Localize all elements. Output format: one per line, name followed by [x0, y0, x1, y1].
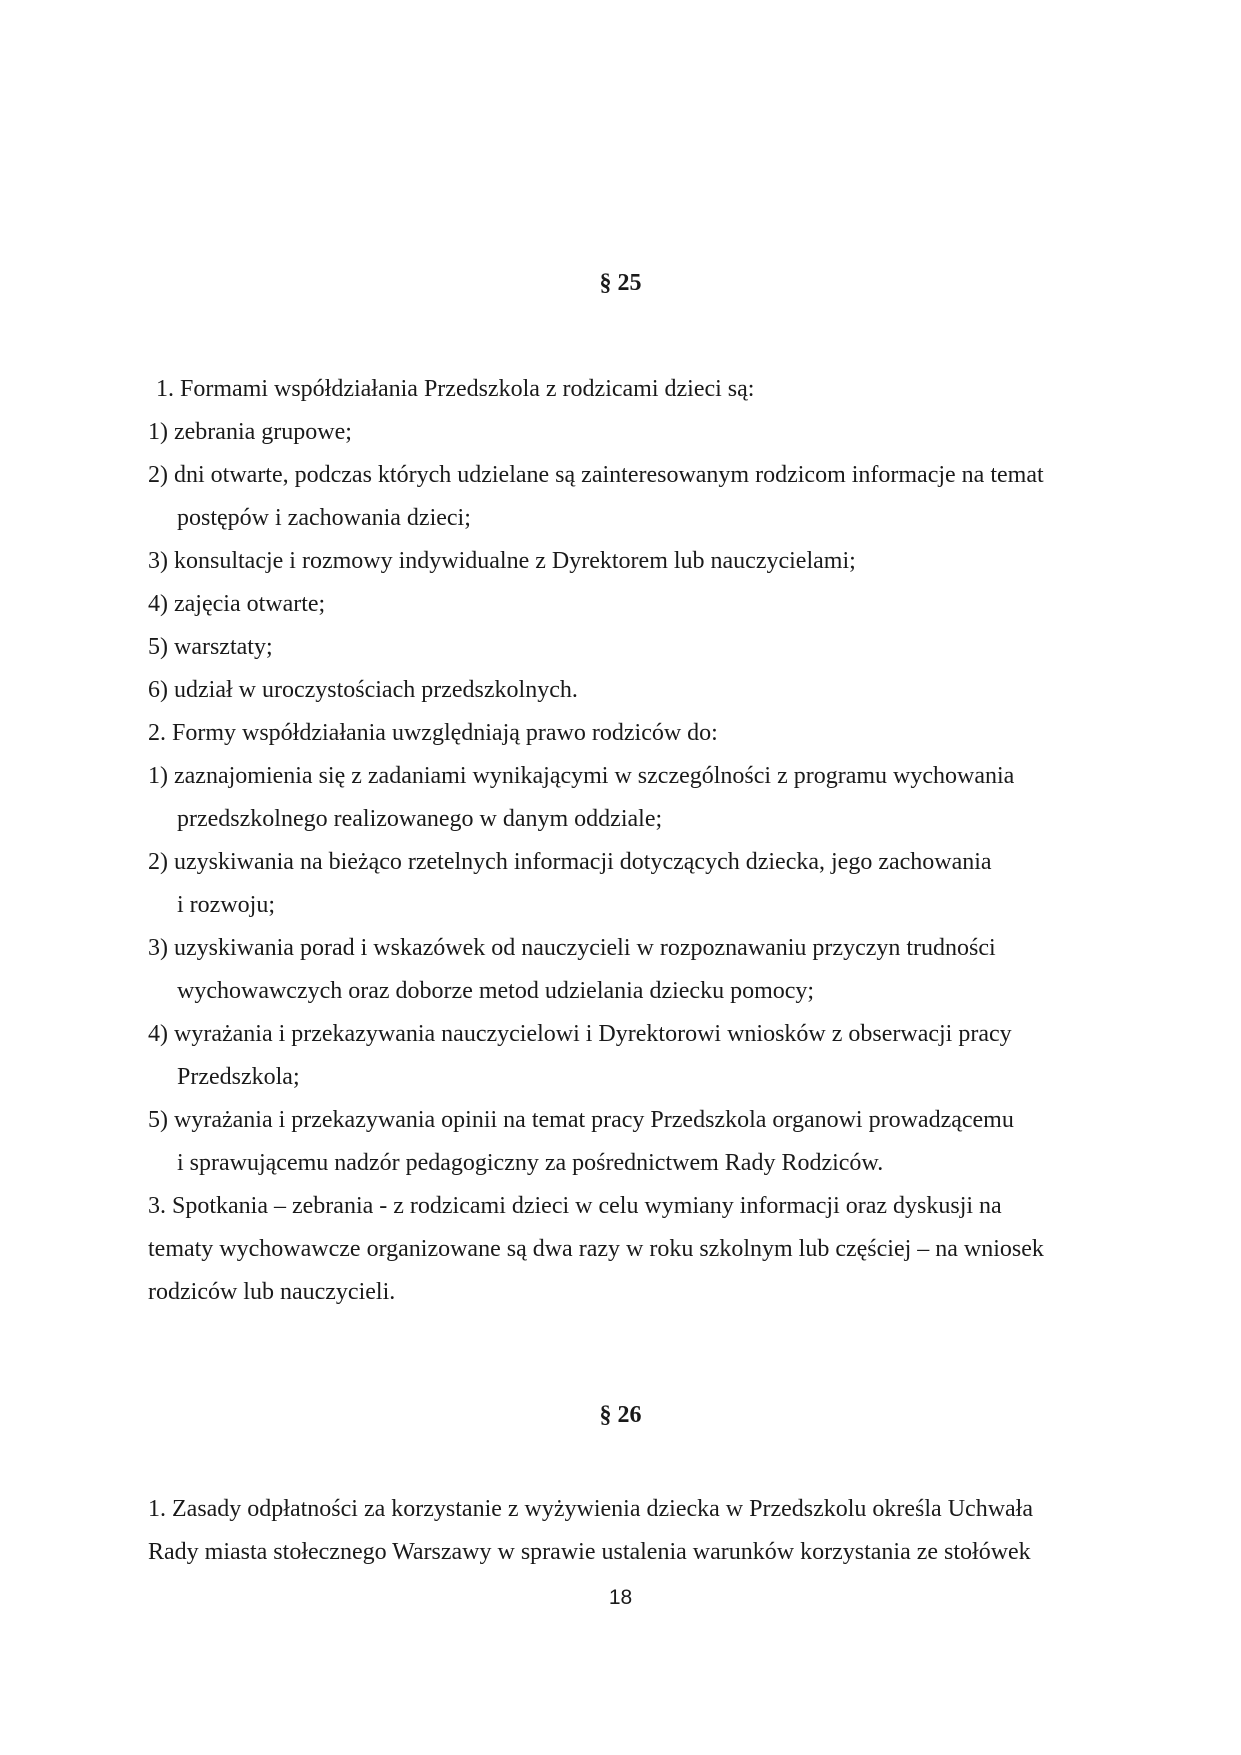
section-25-point-3-line: 3. Spotkania – zebrania - z rodzicami dzieci w celu wymiany informacji oraz dyskusji na — [148, 1193, 1002, 1219]
list-item: 2) dni otwarte, podczas których udzielane są zainteresowanym rodzicom informacje na temat — [148, 462, 1044, 488]
list-item-continuation: postępów i zachowania dzieci; — [177, 505, 471, 531]
list-item-continuation: i sprawującemu nadzór pedagogiczny za pośrednictwem Rady Rodziców. — [177, 1150, 884, 1176]
list-item: 1) zebrania grupowe; — [148, 419, 352, 445]
section-26-point-1-line: 1. Zasady odpłatności za korzystanie z wyżywienia dziecka w Przedszkolu określa Uchwała — [148, 1496, 1033, 1522]
section-25-point-3-line: tematy wychowawcze organizowane są dwa razy w roku szkolnym lub częściej – na wniosek — [148, 1236, 1044, 1262]
section-25-point-2-intro: 2. Formy współdziałania uwzględniają prawo rodziców do: — [148, 720, 718, 746]
list-item-continuation: przedszkolnego realizowanego w danym oddziale; — [177, 806, 663, 832]
list-item-continuation: i rozwoju; — [177, 892, 275, 918]
list-item: 1) zaznajomienia się z zadaniami wynikającymi w szczególności z programu wychowania — [148, 763, 1015, 789]
section-25-heading: § 25 — [599, 270, 642, 296]
list-item-continuation: Przedszkola; — [177, 1064, 300, 1090]
list-item: 5) wyrażania i przekazywania opinii na temat pracy Przedszkola organowi prowadzącemu — [148, 1107, 1014, 1133]
list-item: 4) zajęcia otwarte; — [148, 591, 326, 617]
section-26-heading: § 26 — [599, 1402, 642, 1428]
list-item: 5) warsztaty; — [148, 634, 273, 660]
list-item: 2) uzyskiwania na bieżąco rzetelnych informacji dotyczących dziecka, jego zachowania — [148, 849, 992, 875]
section-26-point-1-line: Rady miasta stołecznego Warszawy w sprawie ustalenia warunków korzystania ze stołówek — [148, 1539, 1031, 1565]
list-item: 3) konsultacje i rozmowy indywidualne z Dyrektorem lub nauczycielami; — [148, 548, 856, 574]
list-item-continuation: wychowawczych oraz doborze metod udzielania dziecku pomocy; — [177, 978, 815, 1004]
list-item: 4) wyrażania i przekazywania nauczycielowi i Dyrektorowi wniosków z obserwacji pracy — [148, 1021, 1012, 1047]
page-number: 18 — [608, 1586, 633, 1609]
section-25-point-1-intro: 1. Formami współdziałania Przedszkola z rodzicami dzieci są: — [156, 376, 755, 402]
section-25-point-3-line: rodziców lub nauczycieli. — [148, 1279, 396, 1305]
list-item: 3) uzyskiwania porad i wskazówek od nauczycieli w rozpoznawaniu przyczyn trudności — [148, 935, 996, 961]
list-item: 6) udział w uroczystościach przedszkolnych. — [148, 677, 578, 703]
